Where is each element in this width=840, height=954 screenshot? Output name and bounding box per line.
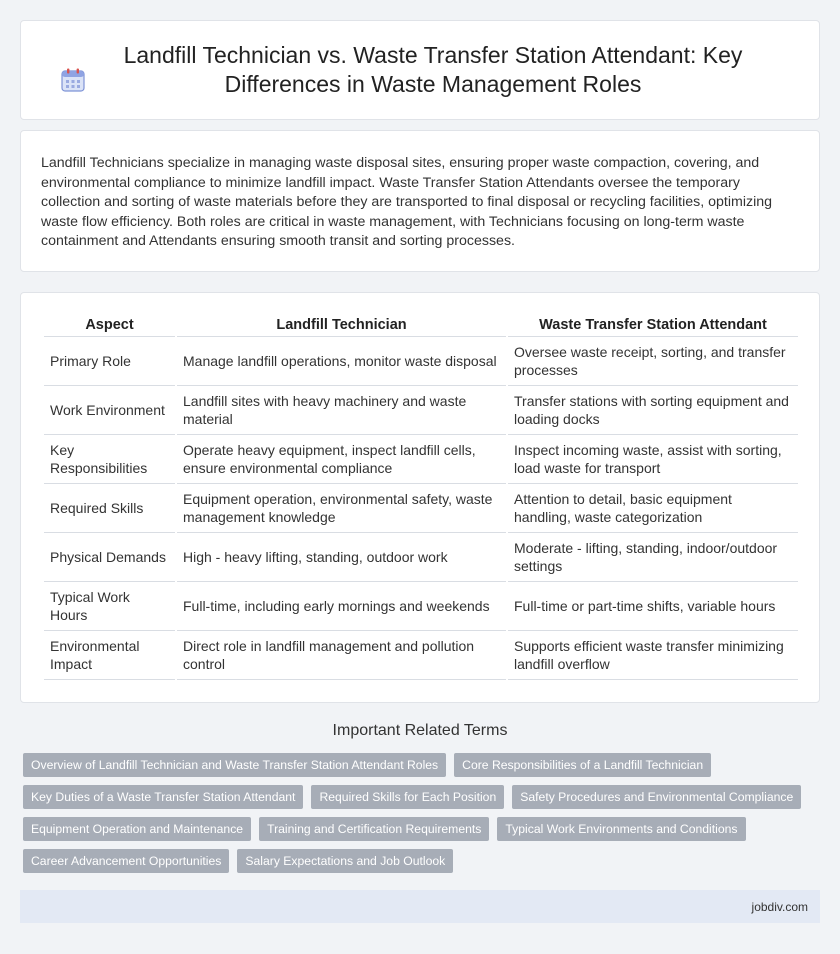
header-aspect: Aspect: [44, 313, 175, 337]
row-aspect: Work Environment: [44, 386, 175, 435]
table-row: [44, 582, 798, 631]
table-row: [44, 631, 798, 680]
related-terms-tags: [20, 753, 820, 873]
row-transfer-station-attendant: Supports efficient waste transfer minimizing landfill overflow: [508, 631, 798, 680]
row-landfill-technician: Landfill sites with heavy machinery and waste material: [177, 386, 506, 435]
row-aspect: Physical Demands: [44, 533, 175, 582]
related-term-tag[interactable]: Career Advancement Opportunities: [23, 849, 229, 873]
table-row: [44, 484, 798, 533]
calendar-icon: [60, 67, 86, 93]
row-landfill-technician: Manage landfill operations, monitor waste disposal: [177, 337, 506, 386]
related-term-tag[interactable]: Equipment Operation and Maintenance: [23, 817, 251, 841]
row-aspect: Typical Work Hours: [44, 582, 175, 631]
row-transfer-station-attendant: Attention to detail, basic equipment handling, waste categorization: [508, 484, 798, 533]
intro-card: [20, 130, 820, 272]
table-row: [44, 337, 798, 386]
header-landfill-technician: Landfill Technician: [177, 313, 506, 337]
related-term-tag[interactable]: Typical Work Environments and Conditions: [497, 817, 745, 841]
row-landfill-technician: Equipment operation, environmental safety, waste management knowledge: [177, 484, 506, 533]
row-transfer-station-attendant: Oversee waste receipt, sorting, and transfer processes: [508, 337, 798, 386]
related-terms-section: [20, 722, 820, 873]
footer-site-link[interactable]: jobdiv.com: [751, 899, 808, 914]
related-terms-title: Important Related Terms: [332, 722, 508, 739]
row-transfer-station-attendant: Full-time or part-time shifts, variable hours: [508, 582, 798, 631]
related-term-tag[interactable]: Key Duties of a Waste Transfer Station Attendant: [23, 785, 303, 809]
table-row: [44, 435, 798, 484]
header-transfer-station-attendant: Waste Transfer Station Attendant: [508, 313, 798, 337]
row-landfill-technician: High - heavy lifting, standing, outdoor work: [177, 533, 506, 582]
row-transfer-station-attendant: Inspect incoming waste, assist with sorting, load waste for transport: [508, 435, 798, 484]
related-term-tag[interactable]: Salary Expectations and Job Outlook: [237, 849, 453, 873]
row-landfill-technician: Operate heavy equipment, inspect landfill cells, ensure environmental compliance: [177, 435, 506, 484]
row-aspect: Primary Role: [44, 337, 175, 386]
page-title: Landfill Technician vs. Waste Transfer Station Attendant: Key Differences in Waste Management Roles: [123, 42, 743, 97]
related-term-tag[interactable]: Core Responsibilities of a Landfill Technician: [454, 753, 711, 777]
intro-text: Landfill Technicians specialize in managing waste disposal sites, ensuring proper waste compaction, covering, and environmental compliance to minimize landfill impact. Waste Transfer Station Attendants oversee the temporary collection and sorting of waste materials before they are transported to final disposal or recycling facilities, optimizing waste flow efficiency. Both roles are critical in waste management, with Technicians focusing on long-term waste containment and Attendants ensuring smooth transit and sorting processes.: [41, 155, 773, 249]
footer: [20, 890, 820, 923]
row-aspect: Key Responsibilities: [44, 435, 175, 484]
related-term-tag[interactable]: Training and Certification Requirements: [259, 817, 489, 841]
row-landfill-technician: Direct role in landfill management and pollution control: [177, 631, 506, 680]
table-row: [44, 533, 798, 582]
comparison-card: [20, 292, 820, 703]
related-term-tag[interactable]: Safety Procedures and Environmental Compliance: [512, 785, 801, 809]
table-row: [44, 386, 798, 435]
header-card: [20, 20, 820, 120]
row-transfer-station-attendant: Moderate - lifting, standing, indoor/outdoor settings: [508, 533, 798, 582]
row-transfer-station-attendant: Transfer stations with sorting equipment and loading docks: [508, 386, 798, 435]
related-term-tag[interactable]: Overview of Landfill Technician and Waste Transfer Station Attendant Roles: [23, 753, 446, 777]
comparison-table: [42, 313, 800, 680]
table-header-row: [44, 313, 798, 337]
row-landfill-technician: Full-time, including early mornings and weekends: [177, 582, 506, 631]
related-term-tag[interactable]: Required Skills for Each Position: [311, 785, 504, 809]
row-aspect: Required Skills: [44, 484, 175, 533]
row-aspect: Environmental Impact: [44, 631, 175, 680]
